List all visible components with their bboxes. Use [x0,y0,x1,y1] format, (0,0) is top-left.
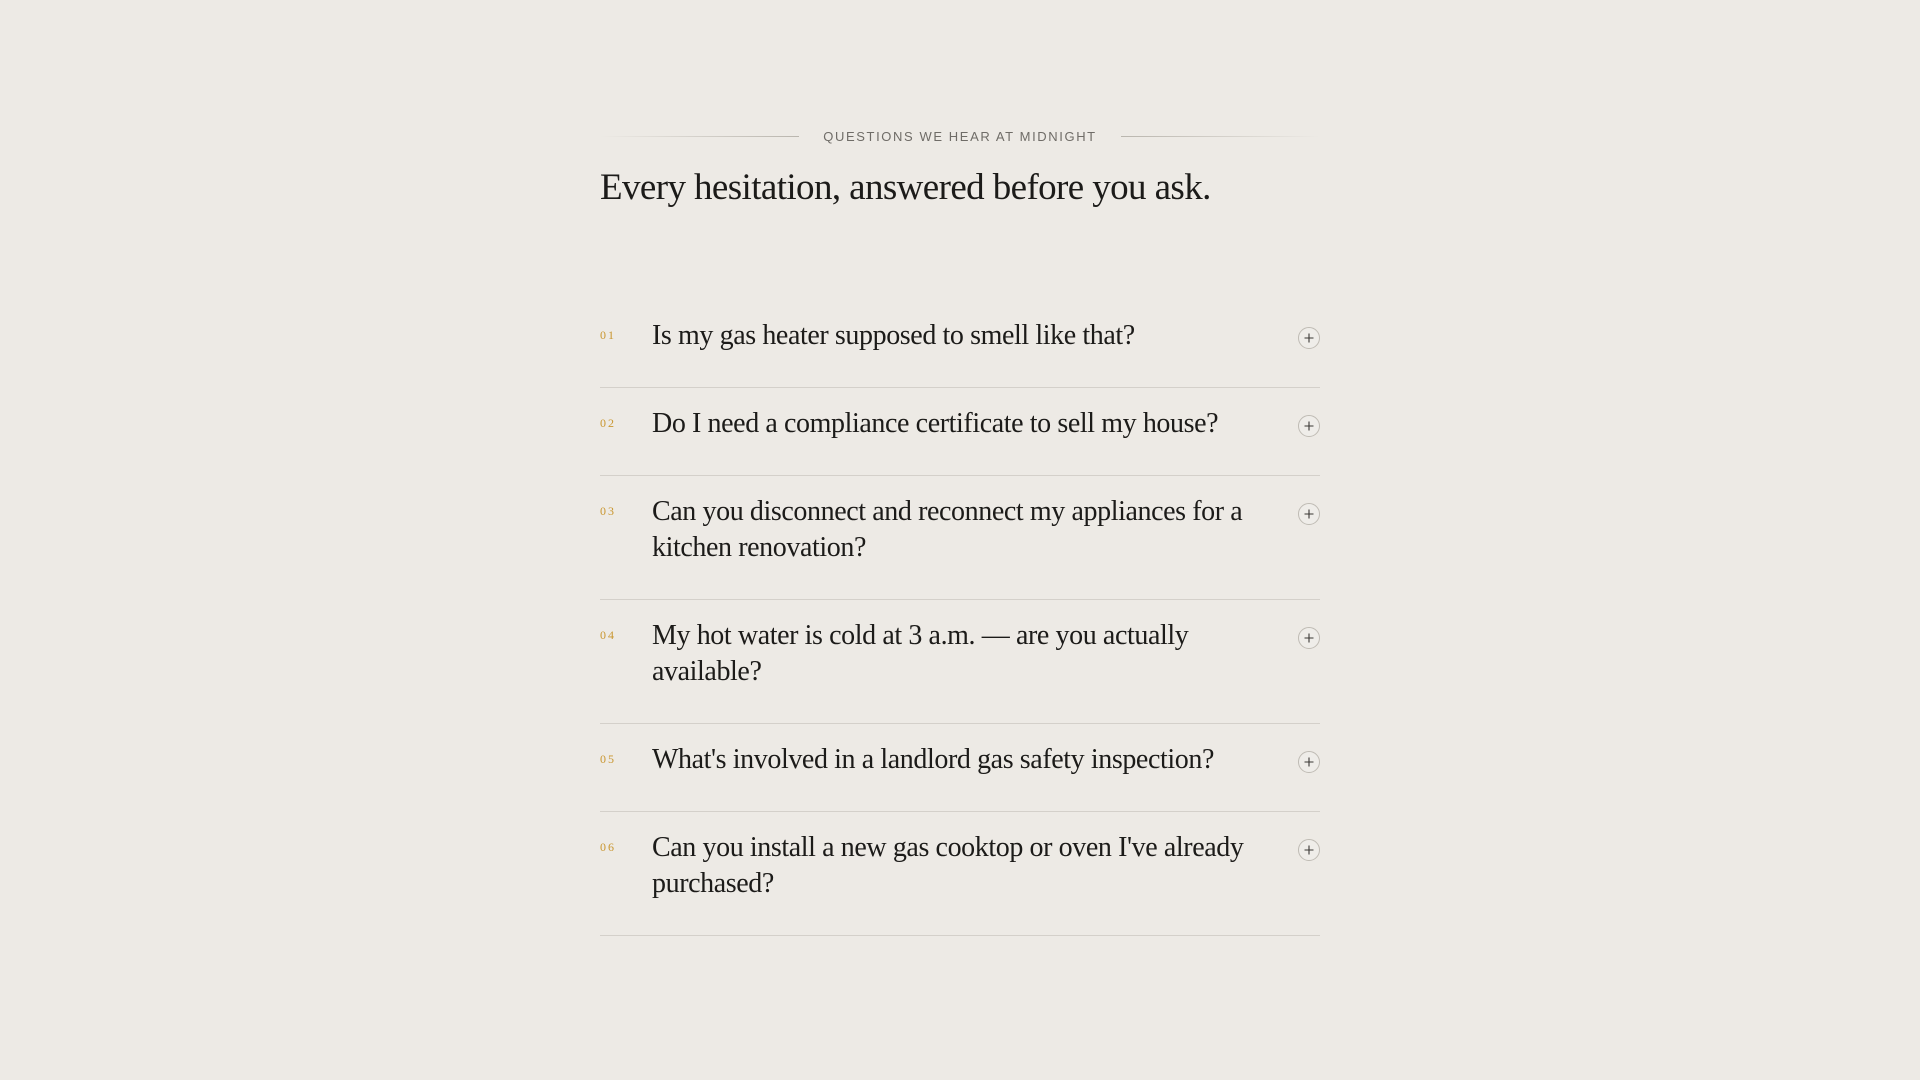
faq-number: 03 [600,504,616,518]
faq-number: 06 [600,840,616,854]
section-headline: Every hesitation, answered before you ask. [600,167,1211,208]
faq-number: 05 [600,752,616,766]
faq-question[interactable]: Is my gas heater supposed to smell like that? [652,320,1135,351]
faq-item-01[interactable] [600,300,1320,388]
plus-icon[interactable] [1298,327,1320,349]
faq-item-06[interactable] [600,812,1320,936]
faq-number: 01 [600,328,616,342]
eyebrow-divider-right [1121,136,1320,137]
plus-icon[interactable] [1298,627,1320,649]
faq-number: 02 [600,416,616,430]
faq-item-04[interactable] [600,600,1320,724]
plus-icon[interactable] [1298,503,1320,525]
faq-item-02[interactable] [600,388,1320,476]
faq-item-03[interactable] [600,476,1320,600]
section-eyebrow: QUESTIONS WE HEAR AT MIDNIGHT [823,128,1097,144]
eyebrow-divider-left [600,136,799,137]
faq-question[interactable]: My hot water is cold at 3 a.m. — are you actually available? [652,620,1189,687]
faq-number: 04 [600,628,616,642]
eyebrow-row [600,126,1320,146]
faq-question[interactable]: Can you disconnect and reconnect my appliances for a kitchen renovation? [652,496,1243,563]
faq-list [600,300,1320,936]
plus-icon[interactable] [1298,839,1320,861]
plus-icon[interactable] [1298,751,1320,773]
faq-question[interactable]: Do I need a compliance certificate to sell my house? [652,408,1219,439]
faq-item-05[interactable] [600,724,1320,812]
faq-question[interactable]: Can you install a new gas cooktop or oven I've already purchased? [652,832,1244,899]
plus-icon[interactable] [1298,415,1320,437]
faq-question[interactable]: What's involved in a landlord gas safety inspection? [652,744,1214,775]
